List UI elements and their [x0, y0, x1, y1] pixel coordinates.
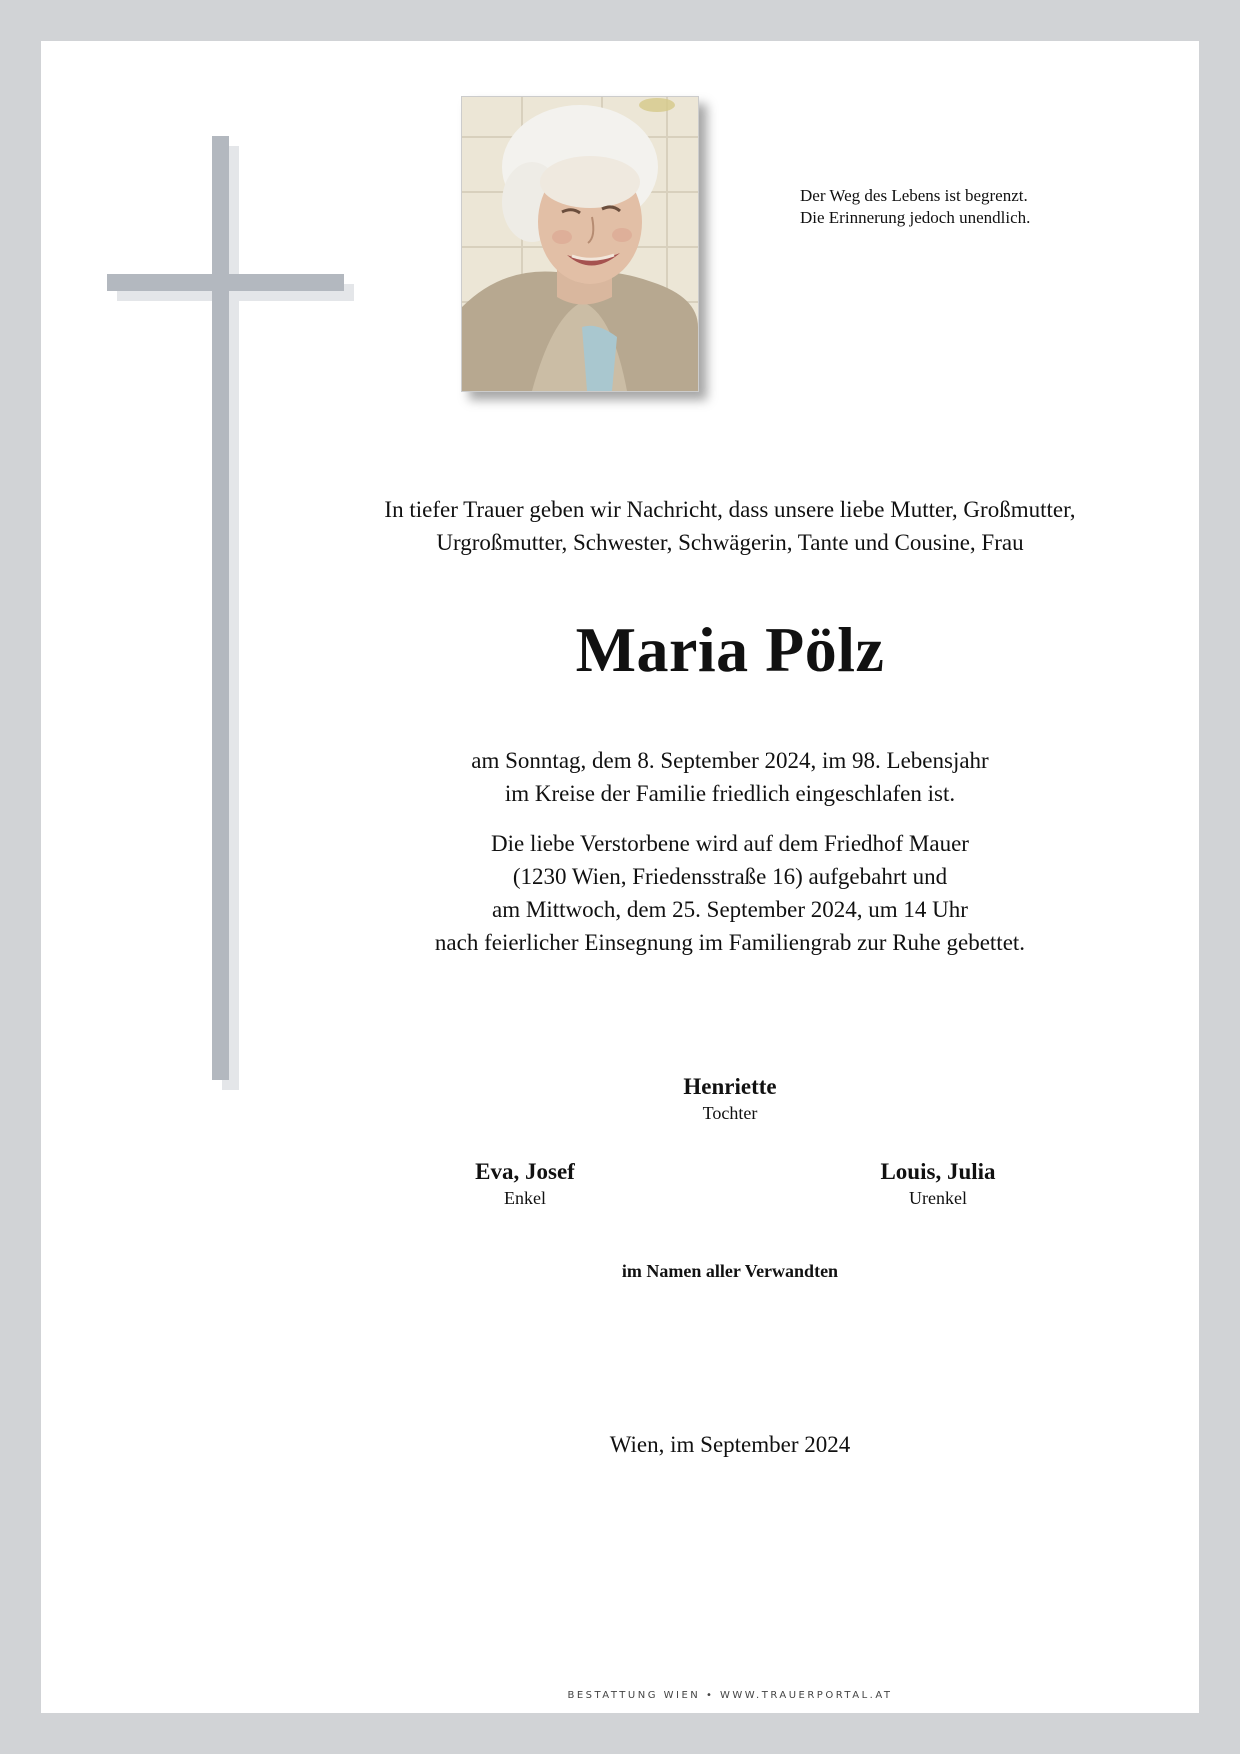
intro-text [270, 493, 1190, 559]
cross-horizontal-bar [107, 274, 344, 291]
intro-line: Urgroßmutter, Schwester, Schwägerin, Tante und Cousine, Frau [436, 530, 1024, 555]
place-date: Wien, im September 2024 [609, 1432, 851, 1457]
mourner-name: Henriette [683, 1074, 777, 1099]
funeral-line: (1230 Wien, Friedensstraße 16) aufgebahrt und [512, 864, 948, 889]
mourner-name: Louis, Julia [880, 1159, 996, 1184]
motto [800, 185, 1030, 229]
intro-line: In tiefer Trauer geben wir Nachricht, dass unsere liebe Mutter, Großmutter, [384, 497, 1076, 522]
mourner-relation: Enkel [504, 1188, 546, 1208]
portrait-photo [461, 96, 699, 392]
motto-line: Der Weg des Lebens ist begrenzt. [800, 186, 1028, 205]
mourner-name: Eva, Josef [475, 1159, 575, 1184]
signoff: im Namen aller Verwandten [621, 1261, 839, 1281]
mourner-grandchildren [375, 1158, 675, 1210]
footer-credit: BESTATTUNG WIEN • WWW.TRAUERPORTAL.AT [567, 1690, 893, 1701]
death-line: am Sonntag, dem 8. September 2024, im 98. Lebensjahr [471, 748, 989, 773]
mourner-daughter [580, 1073, 880, 1125]
mourner-great-grandchildren [788, 1158, 1088, 1210]
death-notice [270, 744, 1190, 810]
funeral-line: Die liebe Verstorbene wird auf dem Friedhof Mauer [491, 831, 969, 856]
funeral-info [270, 827, 1190, 959]
portrait-illustration [462, 97, 698, 391]
mourner-relation: Urenkel [909, 1188, 967, 1208]
deceased-name: Maria Pölz [575, 614, 885, 685]
funeral-line: am Mittwoch, dem 25. September 2024, um 14 Uhr [492, 897, 968, 922]
funeral-line: nach feierlicher Einsegnung im Familiengrab zur Ruhe gebettet. [434, 930, 1026, 955]
death-line: im Kreise der Familie friedlich eingeschlafen ist. [504, 781, 956, 806]
mourner-relation: Tochter [702, 1103, 758, 1123]
motto-line: Die Erinnerung jedoch unendlich. [800, 208, 1031, 227]
